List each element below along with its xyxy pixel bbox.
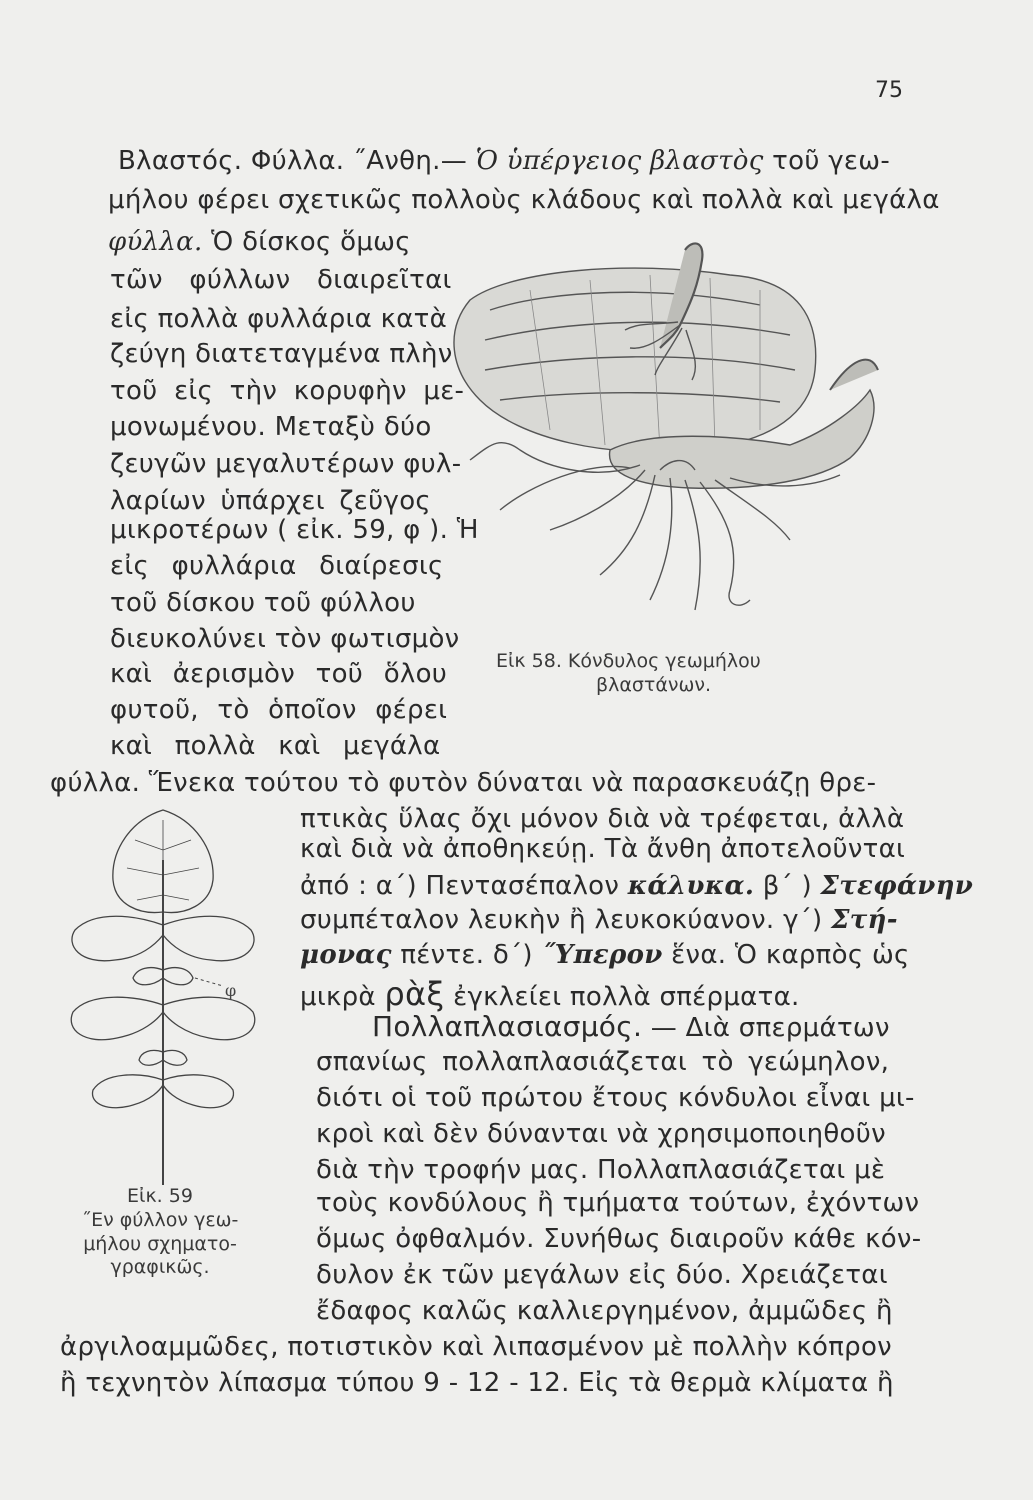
flower-line-2: συμπέταλον λευκὴν ἢ λευκοκύανον. γ΄) Στή- bbox=[300, 905, 898, 935]
text-line: κροὶ καὶ δὲν δύνανται νὰ χρησιμοποιηθοῦν bbox=[316, 1119, 886, 1149]
propagation-heading-line: Πολλαπλασιασμός. — Διὰ σπερμάτων bbox=[372, 1010, 890, 1043]
text-line: τῶν φύλλων διαιρεῖται bbox=[110, 265, 452, 295]
text-line: τοῦ εἰς τὴν κορυφὴν με- bbox=[110, 376, 465, 406]
text-line: λαρίων ὑπάρχει ζεῦγος bbox=[110, 486, 431, 516]
text-line: καὶ ἀερισμὸν τοῦ ὅλου bbox=[110, 659, 448, 689]
text-line: εἰς φυλλάρια διαίρεσις bbox=[110, 551, 444, 581]
text-line: σπανίως πολλαπλασιάζεται τὸ γεώμηλον, bbox=[316, 1047, 890, 1077]
text-line: τοὺς κονδύλους ἢ τμήματα τούτων, ἐχόντων bbox=[316, 1188, 920, 1218]
text-line: ζευγῶν μεγαλυτέρων φυλ- bbox=[110, 449, 462, 479]
text-line: πτικὰς ὕλας ὄχι μόνον διὰ νὰ τρέφεται, ἀλλὰ bbox=[300, 804, 905, 834]
flower-line-1: ἀπό : α΄) Πεντασέπαλον κάλυκα. β΄ ) Στεφάνην bbox=[300, 871, 974, 901]
section-heading: Βλαστός. Φύλλα. ˝Ανθη. bbox=[118, 146, 441, 176]
text-line: ἀργιλοαμμῶδες, ποτιστικὸν καὶ λιπασμένον μὲ πολλὴν κόπρον bbox=[60, 1332, 892, 1362]
text-line: εἰς πολλὰ φυλλάρια κατὰ bbox=[110, 304, 448, 334]
intro-line-1: Βλαστός. Φύλλα. ˝Ανθη.— Ὁ ὑπέργειος βλαστὸς τοῦ γεω- bbox=[118, 146, 891, 176]
propagation-heading: Πολλαπλασιασμός. bbox=[372, 1010, 643, 1043]
flower-line-4: μικρὰ ρὰξ ἐγκλείει πολλὰ σπέρματα. bbox=[300, 975, 800, 1013]
text-line: φύλλα. Ἕνεκα τούτου τὸ φυτὸν δύναται νὰ παρασκευάζῃ θρε- bbox=[50, 768, 877, 798]
intro-line-2: μήλου φέρει σχετικῶς πολλοὺς κλάδους καὶ πολλὰ καὶ μεγάλα bbox=[108, 185, 940, 215]
text-line: ἔδαφος καλῶς καλλιεργημένον, ἀμμῶδες ἢ bbox=[316, 1296, 893, 1326]
text-line: ζεύγη διατεταγμένα πλὴν bbox=[110, 339, 453, 369]
text-line: διότι οἱ τοῦ πρώτου ἔτους κόνδυλοι εἶναι μι- bbox=[316, 1083, 915, 1113]
text-line: μικροτέρων ( εἰκ. 59, φ ). Ἡ bbox=[110, 515, 479, 545]
text-line: ὅμως ὀφθαλμόν. Συνήθως διαιροῦν κάθε κόν- bbox=[316, 1224, 922, 1254]
text-line: καὶ διὰ νὰ ἀποθηκεύῃ. Τὰ ἄνθη ἀποτελοῦνται bbox=[300, 834, 906, 864]
text-line: τοῦ δίσκου τοῦ φύλλου bbox=[110, 588, 416, 618]
text-line: ἢ τεχνητὸν λίπασμα τύπου 9 - 12 - 12. Εἰς τὰ θερμὰ κλίματα ἢ bbox=[60, 1368, 894, 1398]
intro-line-3: φύλλα. Ὁ δίσκος ὅμως bbox=[108, 227, 411, 257]
figure-58-tuber-illustration bbox=[430, 230, 910, 650]
flower-line-3: μονας πέντε. δ΄) ˝Υπερον ἕνα. Ὁ καρπὸς ὡς bbox=[300, 940, 910, 970]
text-line: φυτοῦ, τὸ ὁποῖον φέρει bbox=[110, 695, 448, 725]
figure-59-caption: Εἰκ. 59 ˝Εν φύλλον γεω- μήλου σχηματο- γραφικῶς. bbox=[81, 1185, 239, 1279]
text-line: διὰ τὴν τροφήν μας. Πολλαπλασιάζεται μὲ bbox=[316, 1155, 886, 1185]
text-line: μονωμένου. Μεταξὺ δύο bbox=[110, 412, 432, 442]
figure-59-leaf-illustration bbox=[55, 800, 270, 1190]
figure-59-label: φ bbox=[225, 981, 237, 1000]
text-line: δυλον ἐκ τῶν μεγάλων εἰς δύο. Χρειάζεται bbox=[316, 1260, 888, 1290]
italic-term: Ὁ ὑπέργειος βλαστὸς bbox=[475, 146, 764, 176]
page-number: 75 bbox=[875, 78, 903, 103]
text-line: καὶ πολλὰ καὶ μεγάλα bbox=[110, 731, 441, 761]
figure-58-caption: Εἰκ 58. Κόνδυλος γεωμήλου βλαστάνων. bbox=[496, 650, 761, 696]
text-line: διευκολύνει τὸν φωτισμὸν bbox=[110, 624, 460, 654]
